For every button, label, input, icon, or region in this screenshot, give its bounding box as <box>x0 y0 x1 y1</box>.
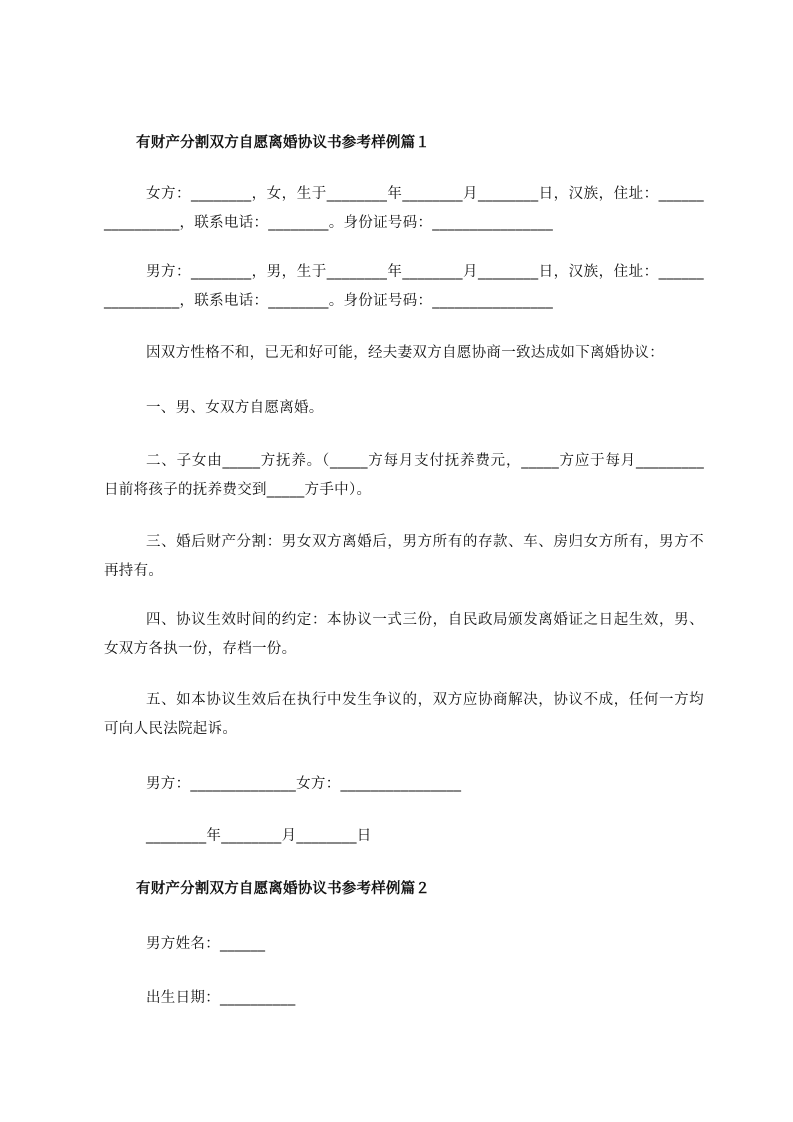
date-line: ________年________月________日 <box>146 828 372 844</box>
clause-4: 四、协议生效时间的约定：本协议一式三份，自民政局颁发离婚证之日起生效，男、女双方各执一份，存档一份。 <box>104 612 704 657</box>
clause-5: 五、如本协议生效后在执行中发生争议的，双方应协商解决，协议不成，任何一方均可向人民法院起诉。 <box>104 692 704 737</box>
clause-2: 二、子女由_____方抚养。（_____方每月支付抚养费元，_____方应于每月_________日前将孩子的抚养费交到_____方手中）。 <box>104 453 704 498</box>
male-party-paragraph: 男方：________，男，生于________年________月________日，汉族，住址：________________，联系电话：________。身份证号码：________________ <box>104 264 704 309</box>
male-name-field: 男方姓名：______ <box>146 936 266 952</box>
clause-3: 三、婚后财产分割：男女双方离婚后，男方所有的存款、车、房归女方所有，男方不再持有。 <box>104 534 704 579</box>
section-heading-1: 有财产分割双方自愿离婚协议书参考样例篇１ <box>136 135 430 151</box>
female-party-paragraph: 女方：________，女，生于________年________月________日，汉族，住址：________________，联系电话：________。身份证号码：________________ <box>104 186 704 231</box>
clause-1: 一、男、女双方自愿离婚。 <box>146 400 324 416</box>
intro-paragraph: 因双方性格不和，已无和好可能，经夫妻双方自愿协商一致达成如下离婚协议： <box>146 345 664 361</box>
birth-date-field: 出生日期：__________ <box>146 990 296 1006</box>
signature-line: 男方：______________女方：________________ <box>146 776 462 792</box>
section-heading-2: 有财产分割双方自愿离婚协议书参考样例篇２ <box>136 881 430 897</box>
